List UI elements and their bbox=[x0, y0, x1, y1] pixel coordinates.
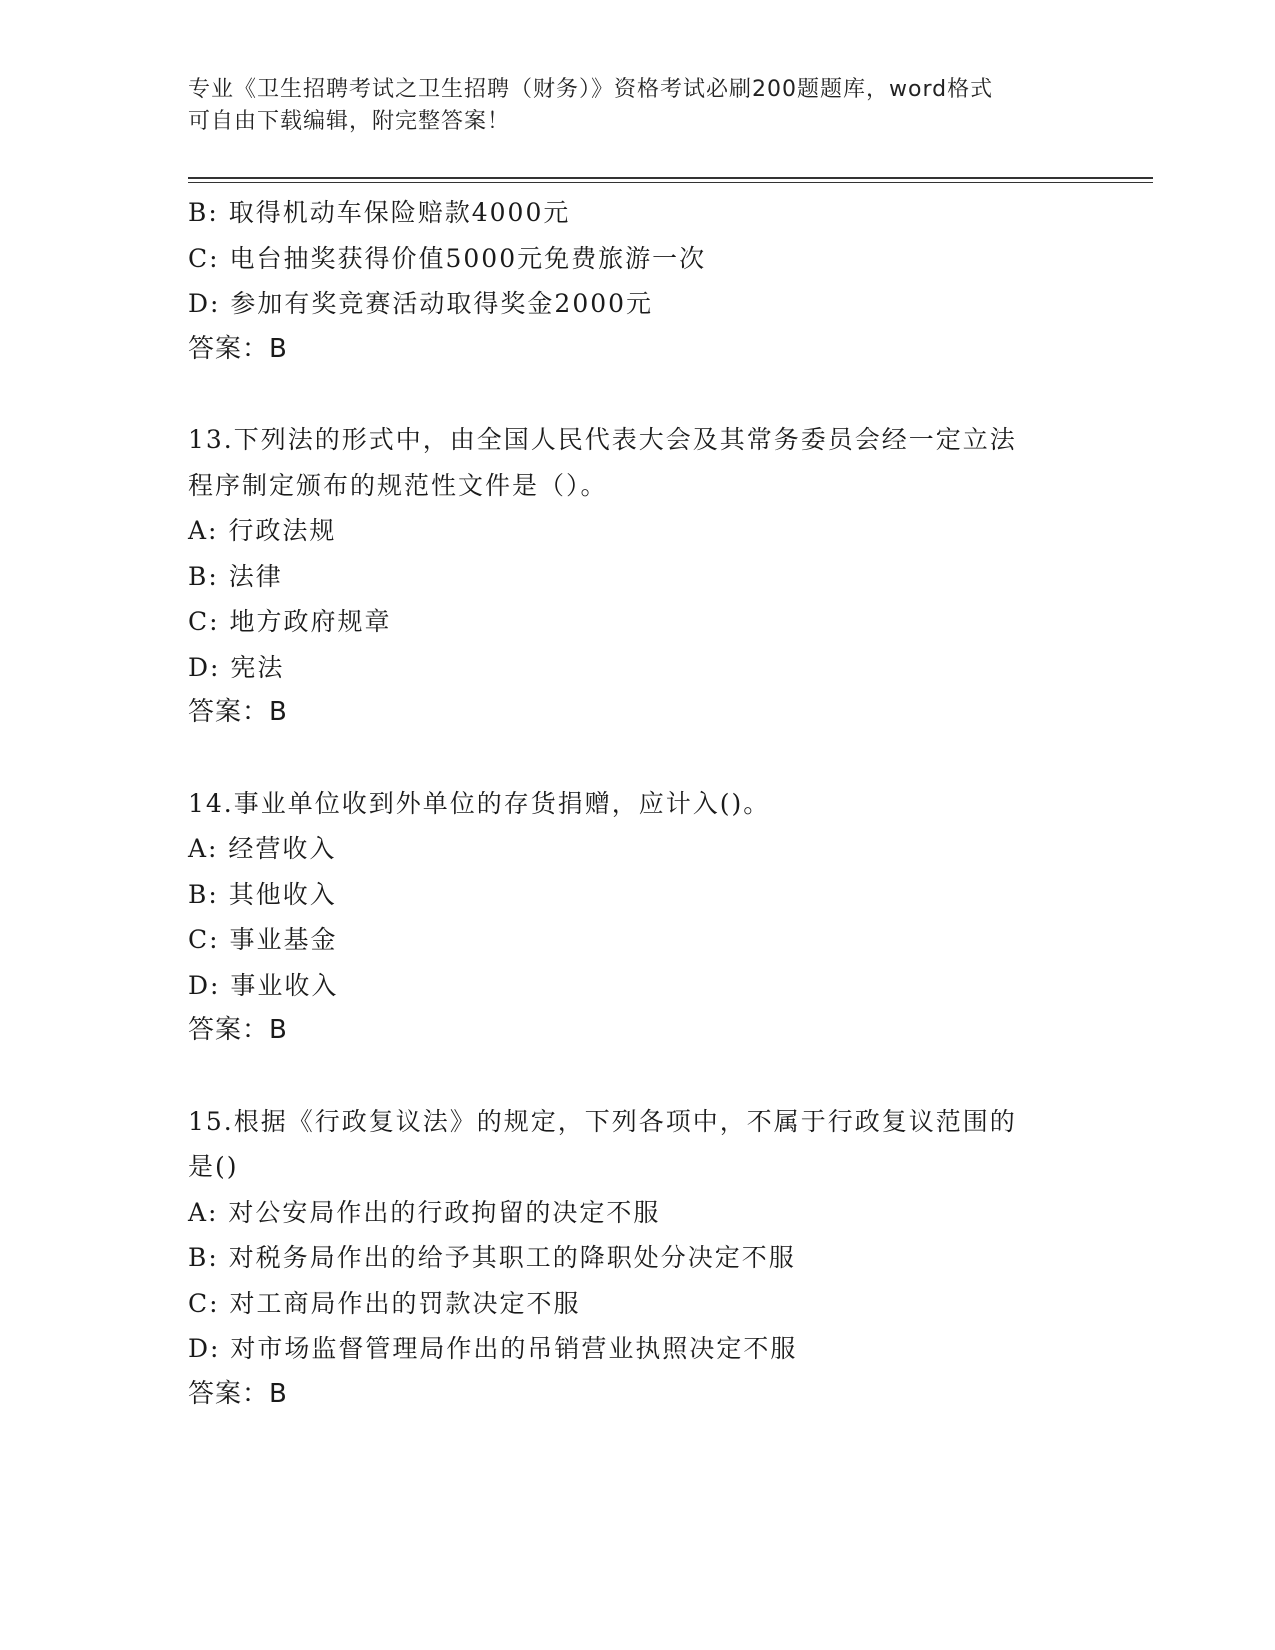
option-b: B: 取得机动车保险赔款4000元 bbox=[188, 198, 571, 227]
answer-line: 答案：B bbox=[188, 1378, 288, 1409]
question-stem: 是() bbox=[188, 1152, 239, 1181]
spacer bbox=[188, 372, 1088, 417]
question-14 bbox=[188, 781, 1088, 1054]
spacer bbox=[188, 736, 1088, 781]
answer-line: 答案：B bbox=[188, 1015, 288, 1045]
header-line-1: 专业《卫生招聘考试之卫生招聘（财务）》资格考试必刷200题题库，word格式 bbox=[188, 77, 994, 102]
option-a: A: 行政法规 bbox=[188, 516, 337, 545]
header-line-2: 可自由下载编辑，附完整答案！ bbox=[188, 109, 511, 134]
option-c: C: 地方政府规章 bbox=[188, 607, 392, 636]
header-divider bbox=[188, 177, 1153, 183]
option-d: D: 对市场监督管理局作出的吊销营业执照决定不服 bbox=[188, 1334, 798, 1363]
question-15 bbox=[188, 1099, 1088, 1418]
option-c: C: 事业基金 bbox=[188, 925, 338, 954]
answer-line: 答案：B bbox=[188, 333, 288, 364]
question-stem: 14.事业单位收到外单位的存货捐赠，应计入()。 bbox=[188, 788, 771, 818]
question-12-continued bbox=[188, 190, 1088, 372]
option-a: A: 对公安局作出的行政拘留的决定不服 bbox=[188, 1197, 661, 1227]
option-d: D: 参加有奖竞赛活动取得奖金2000元 bbox=[188, 289, 654, 318]
question-stem: 15.根据《行政复议法》的规定，下列各项中，不属于行政复议范围的 bbox=[188, 1106, 1017, 1136]
option-c: C: 对工商局作出的罚款决定不服 bbox=[188, 1288, 581, 1318]
answer-line: 答案：B bbox=[188, 697, 288, 727]
option-c: C: 电台抽奖获得价值5000元免费旅游一次 bbox=[188, 243, 707, 273]
option-a: A: 经营收入 bbox=[188, 834, 337, 863]
question-content bbox=[188, 190, 1088, 1417]
option-b: B: 其他收入 bbox=[188, 879, 337, 909]
document-header bbox=[188, 74, 1088, 138]
question-stem: 程序制定颁布的规范性文件是（）。 bbox=[188, 470, 608, 500]
option-d: D: 事业收入 bbox=[188, 970, 339, 1000]
option-d: D: 宪法 bbox=[188, 652, 285, 682]
option-b: B: 对税务局作出的给予其职工的降职处分决定不服 bbox=[188, 1243, 796, 1272]
option-b: B: 法律 bbox=[188, 561, 283, 591]
question-13 bbox=[188, 417, 1088, 736]
spacer bbox=[188, 1054, 1088, 1099]
question-stem: 13.下列法的形式中，由全国人民代表大会及其常务委员会经一定立法 bbox=[188, 425, 1017, 454]
